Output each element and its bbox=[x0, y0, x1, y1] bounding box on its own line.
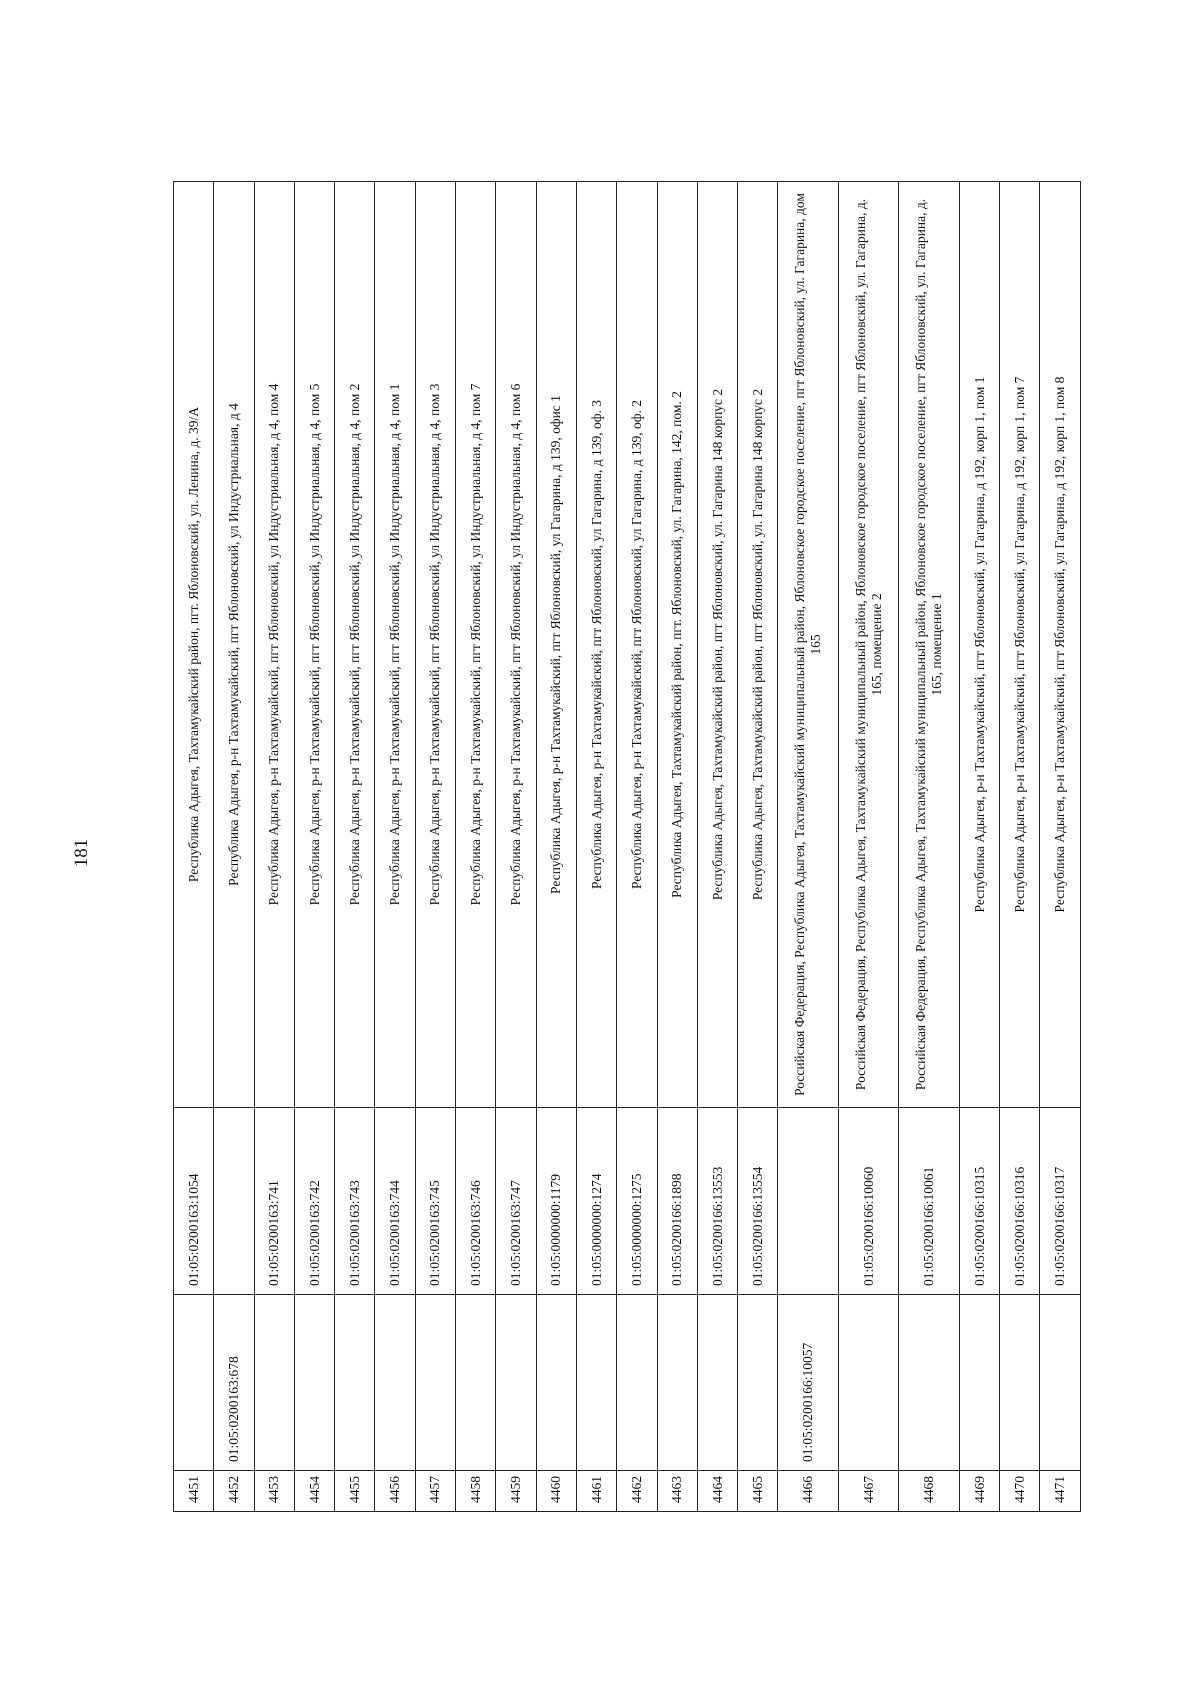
parcel-cadastral-number-cell bbox=[576, 1295, 616, 1471]
table-row bbox=[778, 182, 838, 1512]
parcel-cadastral-number-cell bbox=[174, 1295, 214, 1471]
address-cell: Республика Адыгея, р-н Тахтамукайский, пгт Яблоновский, ул Гагарина, д 192, корп 1, пом 7 bbox=[1000, 182, 1040, 1108]
table-row bbox=[838, 182, 898, 1512]
row-number-cell: 4452 bbox=[214, 1471, 254, 1512]
table-row bbox=[456, 182, 496, 1512]
row-number-cell: 4461 bbox=[576, 1471, 616, 1512]
parcel-cadastral-number-cell: 01:05:0200163:678 bbox=[214, 1295, 254, 1471]
row-number-cell: 4451 bbox=[174, 1471, 214, 1512]
address-cell: Республика Адыгея, р-н Тахтамукайский, пгт Яблоновский, ул Гагарина, д 139, оф. 2 bbox=[617, 182, 657, 1108]
table-row bbox=[1000, 182, 1040, 1512]
address-cell: Республика Адыгея, р-н Тахтамукайский, пгт Яблоновский, ул Индустриальная, д 4, пом 1 bbox=[375, 182, 415, 1108]
row-number-cell: 4470 bbox=[1000, 1471, 1040, 1512]
parcel-cadastral-number-cell bbox=[536, 1295, 576, 1471]
table-row bbox=[1040, 182, 1081, 1512]
address-cell: Российская Федерация, Республика Адыгея, Тахтамукайский муниципальный район, Яблоновское городское поселение, пгт Яблоновский, ул. Гагарина, дом 165 bbox=[778, 182, 838, 1108]
table-row bbox=[959, 182, 999, 1512]
row-number-cell: 4459 bbox=[496, 1471, 536, 1512]
object-cadastral-number-cell: 01:05:0200163:744 bbox=[375, 1108, 415, 1295]
parcel-cadastral-number-cell bbox=[899, 1295, 959, 1471]
object-cadastral-number-cell bbox=[214, 1108, 254, 1295]
object-cadastral-number-cell: 01:05:0200163:741 bbox=[254, 1108, 294, 1295]
parcel-cadastral-number-cell bbox=[1040, 1295, 1081, 1471]
registry-table-wrapper bbox=[173, 182, 1081, 1512]
address-cell: Республика Адыгея, р-н Тахтамукайский, пгт Яблоновский, ул Гагарина, д 139, оф. 3 bbox=[576, 182, 616, 1108]
row-number-cell: 4455 bbox=[335, 1471, 375, 1512]
row-number-cell: 4463 bbox=[657, 1471, 697, 1512]
table-row bbox=[214, 182, 254, 1512]
parcel-cadastral-number-cell bbox=[456, 1295, 496, 1471]
table-row bbox=[294, 182, 334, 1512]
address-cell: Республика Адыгея, р-н Тахтамукайский, пгт Яблоновский, ул Индустриальная, д 4, пом 6 bbox=[496, 182, 536, 1108]
object-cadastral-number-cell: 01:05:0200163:745 bbox=[415, 1108, 455, 1295]
object-cadastral-number-cell: 01:05:0200166:10316 bbox=[1000, 1108, 1040, 1295]
object-cadastral-number-cell: 01:05:0200163:747 bbox=[496, 1108, 536, 1295]
row-number-cell: 4458 bbox=[456, 1471, 496, 1512]
address-cell: Республика Адыгея, р-н Тахтамукайский, пгт Яблоновский, ул Индустриальная, д 4, пом 3 bbox=[415, 182, 455, 1108]
parcel-cadastral-number-cell bbox=[959, 1295, 999, 1471]
address-cell: Российская Федерация, Республика Адыгея, Тахтамукайский муниципальный район, Яблоновское городское поселение, пгт Яблоновский, ул. Гагарина, д. 165, помещение 1 bbox=[899, 182, 959, 1108]
registry-table bbox=[173, 181, 1081, 1512]
parcel-cadastral-number-cell bbox=[1000, 1295, 1040, 1471]
row-number-cell: 4453 bbox=[254, 1471, 294, 1512]
row-number-cell: 4456 bbox=[375, 1471, 415, 1512]
object-cadastral-number-cell: 01:05:0200166:10061 bbox=[899, 1108, 959, 1295]
parcel-cadastral-number-cell bbox=[294, 1295, 334, 1471]
address-cell: Республика Адыгея, р-н Тахтамукайский, пгт Яблоновский, ул Гагарина, д 192, корп 1, пом 8 bbox=[1040, 182, 1081, 1108]
table-row bbox=[415, 182, 455, 1512]
parcel-cadastral-number-cell bbox=[335, 1295, 375, 1471]
page-number: 181 bbox=[71, 838, 92, 868]
row-number-cell: 4466 bbox=[778, 1471, 838, 1512]
address-cell: Республика Адыгея, р-н Тахтамукайский, пгт Яблоновский, ул Индустриальная, д 4, пом 2 bbox=[335, 182, 375, 1108]
address-cell: Республика Адыгея, Тахтамукайский район, пгт. Яблоновский, ул. Гагарина, 142, пом. 2 bbox=[657, 182, 697, 1108]
parcel-cadastral-number-cell bbox=[496, 1295, 536, 1471]
parcel-cadastral-number-cell bbox=[254, 1295, 294, 1471]
parcel-cadastral-number-cell bbox=[738, 1295, 778, 1471]
parcel-cadastral-number-cell bbox=[838, 1295, 898, 1471]
object-cadastral-number-cell: 01:05:0200166:10315 bbox=[959, 1108, 999, 1295]
object-cadastral-number-cell bbox=[778, 1108, 838, 1295]
object-cadastral-number-cell: 01:05:0200166:13554 bbox=[738, 1108, 778, 1295]
table-row bbox=[697, 182, 737, 1512]
row-number-cell: 4454 bbox=[294, 1471, 334, 1512]
table-row bbox=[174, 182, 214, 1512]
object-cadastral-number-cell: 01:05:0200166:10317 bbox=[1040, 1108, 1081, 1295]
table-row bbox=[536, 182, 576, 1512]
table-row bbox=[375, 182, 415, 1512]
table-row bbox=[617, 182, 657, 1512]
address-cell: Республика Адыгея, Тахтамукайский район, пгт Яблоновский, ул. Гагарина 148 корпус 2 bbox=[697, 182, 737, 1108]
parcel-cadastral-number-cell bbox=[375, 1295, 415, 1471]
address-cell: Республика Адыгея, р-н Тахтамукайский, пгт Яблоновский, ул Индустриальная, д 4, пом 5 bbox=[294, 182, 334, 1108]
row-number-cell: 4464 bbox=[697, 1471, 737, 1512]
address-cell: Республика Адыгея, р-н Тахтамукайский, пгт Яблоновский, ул Гагарина, д 139, офис 1 bbox=[536, 182, 576, 1108]
table-row bbox=[576, 182, 616, 1512]
row-number-cell: 4469 bbox=[959, 1471, 999, 1512]
object-cadastral-number-cell: 01:05:0200163:742 bbox=[294, 1108, 334, 1295]
address-cell: Республика Адыгея, Тахтамукайский район, пгт Яблоновский, ул. Гагарина 148 корпус 2 bbox=[738, 182, 778, 1108]
parcel-cadastral-number-cell bbox=[697, 1295, 737, 1471]
table-row bbox=[899, 182, 959, 1512]
row-number-cell: 4460 bbox=[536, 1471, 576, 1512]
object-cadastral-number-cell: 01:05:0000000:1274 bbox=[576, 1108, 616, 1295]
table-row bbox=[738, 182, 778, 1512]
address-cell: Республика Адыгея, р-н Тахтамукайский, пгт Яблоновский, ул Индустриальная, д 4, пом 7 bbox=[456, 182, 496, 1108]
row-number-cell: 4471 bbox=[1040, 1471, 1081, 1512]
row-number-cell: 4465 bbox=[738, 1471, 778, 1512]
object-cadastral-number-cell: 01:05:0200163:743 bbox=[335, 1108, 375, 1295]
object-cadastral-number-cell: 01:05:0200166:13553 bbox=[697, 1108, 737, 1295]
table-row bbox=[254, 182, 294, 1512]
address-cell: Республика Адыгея, р-н Тахтамукайский, пгт Яблоновский, ул Индустриальная, д 4, пом 4 bbox=[254, 182, 294, 1108]
object-cadastral-number-cell: 01:05:0000000:1179 bbox=[536, 1108, 576, 1295]
address-cell: Республика Адыгея, р-н Тахтамукайский, пгт Яблоновский, ул Индустриальная, д 4 bbox=[214, 182, 254, 1108]
table-row bbox=[496, 182, 536, 1512]
row-number-cell: 4468 bbox=[899, 1471, 959, 1512]
table-row bbox=[335, 182, 375, 1512]
parcel-cadastral-number-cell bbox=[415, 1295, 455, 1471]
registry-table-body bbox=[174, 182, 1081, 1512]
address-cell: Республика Адыгея, р-н Тахтамукайский, пгт Яблоновский, ул Гагарина, д 192, корп 1, пом 1 bbox=[959, 182, 999, 1108]
table-row bbox=[657, 182, 697, 1512]
object-cadastral-number-cell: 01:05:0200166:1898 bbox=[657, 1108, 697, 1295]
parcel-cadastral-number-cell: 01:05:0200166:10057 bbox=[778, 1295, 838, 1471]
parcel-cadastral-number-cell bbox=[617, 1295, 657, 1471]
object-cadastral-number-cell: 01:05:0200163:1054 bbox=[174, 1108, 214, 1295]
parcel-cadastral-number-cell bbox=[657, 1295, 697, 1471]
address-cell: Российская Федерация, Республика Адыгея, Тахтамукайский муниципальный район, Яблоновское городское поселение, пгт Яблоновский, ул. Гагарина, д. 165, помещение 2 bbox=[838, 182, 898, 1108]
address-cell: Республика Адыгея, Тахтамукайский район, пгт. Яблоновский, ул. Ленина, д. 39/А bbox=[174, 182, 214, 1108]
row-number-cell: 4462 bbox=[617, 1471, 657, 1512]
object-cadastral-number-cell: 01:05:0000000:1275 bbox=[617, 1108, 657, 1295]
object-cadastral-number-cell: 01:05:0200163:746 bbox=[456, 1108, 496, 1295]
object-cadastral-number-cell: 01:05:0200166:10060 bbox=[838, 1108, 898, 1295]
row-number-cell: 4457 bbox=[415, 1471, 455, 1512]
row-number-cell: 4467 bbox=[838, 1471, 898, 1512]
